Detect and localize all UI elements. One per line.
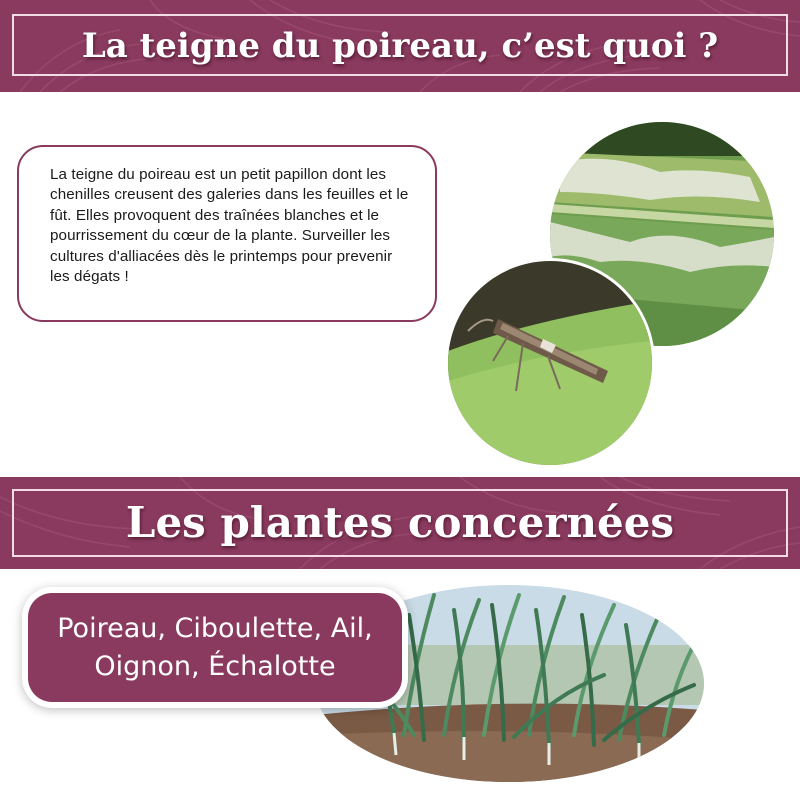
description-text: La teigne du poireau est un petit papillon dont les chenilles creusent des galeries dans les feuilles et le fût. Elles provoquent des traînées blanches et le pourrissement du cœur de la plante. Surveiller les cultures d'alliacées dès le printemps pour prevenir les dégats ! — [50, 166, 409, 286]
plants-list-text: Poireau, Ciboulette, Ail, Oignon, Échalotte — [57, 612, 373, 682]
leek-moth-photo — [445, 258, 655, 468]
description-box — [17, 145, 437, 322]
section-title-plants: Les plantes concernées — [125, 498, 675, 547]
section-title-what: La teigne du poireau, c’est quoi ? — [81, 26, 719, 66]
header-banner-plants — [0, 477, 800, 569]
header-banner-what — [0, 0, 800, 92]
plants-list-box — [28, 593, 402, 702]
